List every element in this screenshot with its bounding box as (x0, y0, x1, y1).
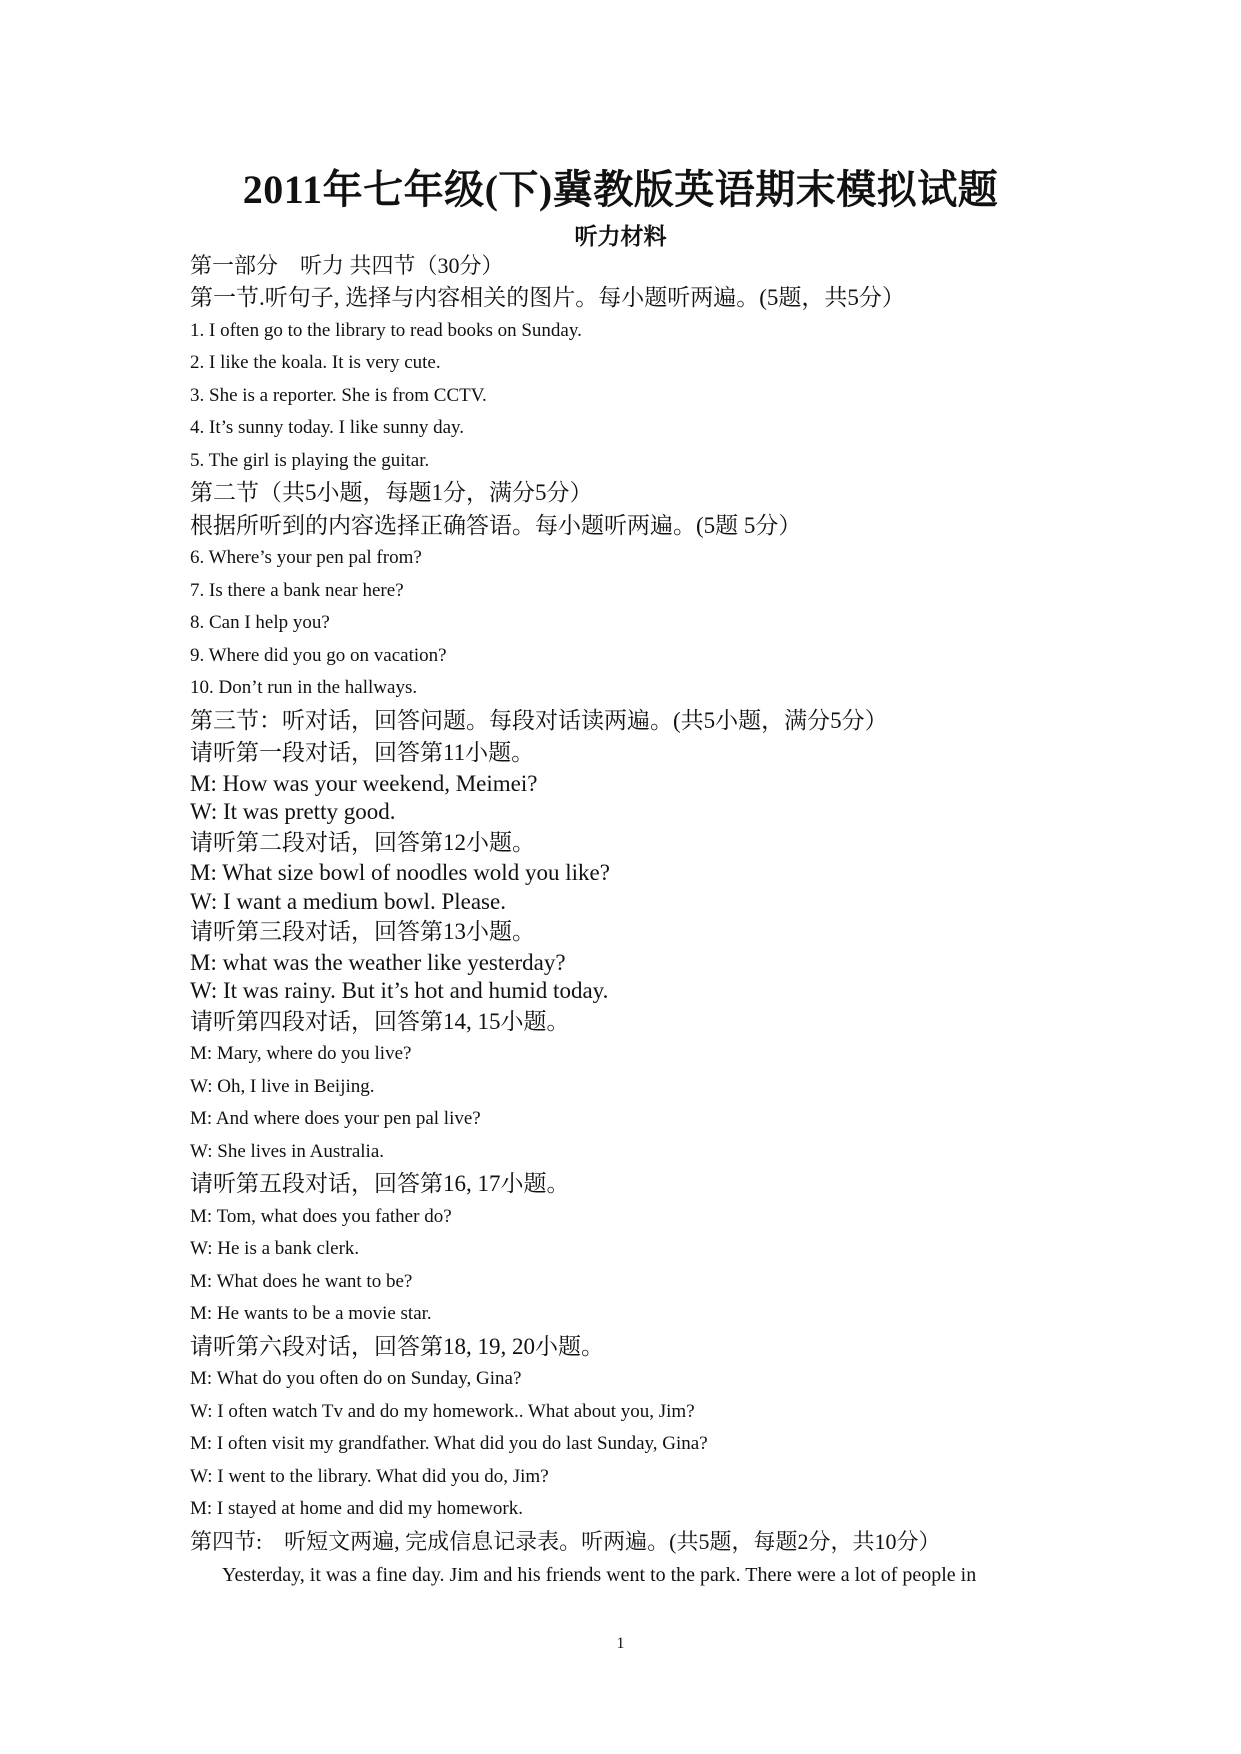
dialog-prompt: 请听第五段对话，回答第16, 17小题。 (190, 1171, 570, 1196)
page-subtitle: 听力材料 (574, 224, 667, 249)
dialog-prompt: 请听第三段对话，回答第13小题。 (190, 919, 535, 944)
dialog-line: W: I often watch Tv and do my homework.. What about you, Jim? (190, 1400, 695, 1422)
list-item: 7. Is there a bank near here? (190, 579, 404, 601)
section-heading: 第一节.听句子, 选择与内容相关的图片。每小题听两遍。(5题，共5分） (190, 285, 905, 310)
dialog-line: W: Oh, I live in Beijing. (190, 1075, 375, 1097)
list-item: 9. Where did you go on vacation? (190, 644, 447, 666)
list-item: 4. It’s sunny today. I like sunny day. (190, 417, 465, 438)
dialog-line: W: He is a bank clerk. (190, 1238, 360, 1259)
dialog-line: W: She lives in Australia. (190, 1140, 385, 1162)
dialog-line: M: What do you often do on Sunday, Gina? (190, 1368, 522, 1389)
dialog-line: W: It was rainy. But it’s hot and humid today. (190, 978, 609, 1003)
dialog-prompt: 请听第六段对话，回答第18, 19, 20小题。 (190, 1333, 604, 1359)
list-item: 6. Where’s your pen pal from? (190, 547, 422, 568)
document-body (190, 250, 1070, 1592)
list-item: 2. I like the koala. It is very cute. (190, 352, 441, 373)
part-heading: 第一部分 听力 共四节（30分） (190, 253, 504, 278)
list-item: 10. Don’t run in the hallways. (190, 677, 418, 698)
dialog-prompt: 请听第一段对话，回答第11小题。 (190, 740, 535, 765)
dialog-line: W: I went to the library. What did you do, Jim? (190, 1465, 549, 1487)
list-item: 3. She is a reporter. She is from CCTV. (190, 384, 487, 406)
page-title: 2011年七年级(下)冀教版英语期末模拟试题 (242, 167, 999, 212)
dialog-line: M: He wants to be a movie star. (190, 1303, 432, 1324)
dialog-line: M: Tom, what does you father do? (190, 1205, 452, 1227)
section-instruction: 根据所听到的内容选择正确答语。每小题听两遍。(5题 5分） (190, 512, 802, 538)
dialog-line: M: I stayed at home and did my homework. (190, 1498, 523, 1519)
section-heading: 第四节: 听短文两遍, 完成信息记录表。听两遍。(共5题，每题2分，共10分） (190, 1528, 941, 1554)
dialog-line: M: what was the weather like yesterday? (190, 949, 566, 975)
dialog-prompt: 请听第四段对话，回答第14, 15小题。 (190, 1008, 570, 1034)
list-item: 8. Can I help you? (190, 612, 330, 633)
list-item: 1. I often go to the library to read books on Sunday. (190, 319, 582, 341)
dialog-line: M: And where does your pen pal live? (190, 1108, 481, 1129)
dialog-line: W: It was pretty good. (190, 799, 396, 824)
page-number: 1 (616, 1635, 625, 1652)
dialog-prompt: 请听第二段对话，回答第12小题。 (190, 829, 535, 855)
dialog-line: W: I want a medium bowl. Please. (190, 888, 506, 914)
dialog-line: M: What does he want to be? (190, 1270, 413, 1292)
dialog-line: M: Mary, where do you live? (190, 1043, 412, 1064)
passage-text: Yesterday, it was a fine day. Jim and his friends went to the park. There were a lot of people in (222, 1563, 977, 1586)
dialog-line: M: I often visit my grandfather. What did you do last Sunday, Gina? (190, 1433, 708, 1454)
section-heading: 第三节：听对话，回答问题。每段对话读两遍。(共5小题，满分5分） (190, 707, 888, 733)
dialog-line: M: What size bowl of noodles wold you like? (190, 860, 610, 885)
dialog-line: M: How was your weekend, Meimei? (190, 770, 538, 796)
section-heading: 第二节（共5小题，每题1分，满分5分） (190, 480, 593, 505)
list-item: 5. The girl is playing the guitar. (190, 449, 430, 471)
